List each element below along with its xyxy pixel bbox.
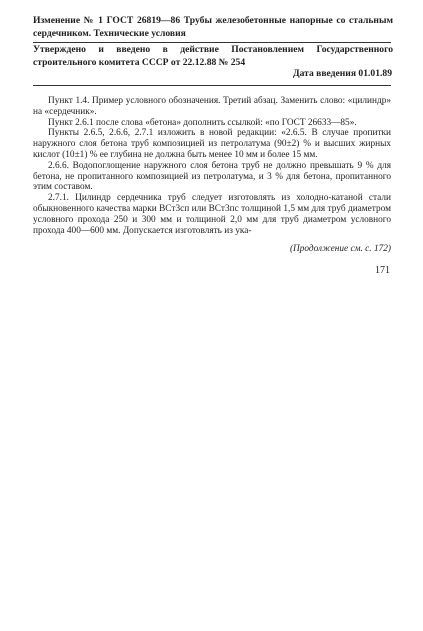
date-divider <box>33 85 391 86</box>
amendment-title: Изменение № 1 ГОСТ 26819—86 Трубы железобетонные напорные со стальным сердечником. Технические условия <box>33 15 393 39</box>
continuation-note: (Продолжение см. с. 172) <box>289 244 391 254</box>
page-number: 171 <box>375 265 390 276</box>
paragraph: Пункт 2.6.1 после слова «бетона» дополнить ссылкой: «по ГОСТ 26633—85». <box>48 117 357 128</box>
paragraph: 2.6.6. Водопоглощение наружного слоя бетона труб не должно превышать 9 % для бетона, не пропитанного композицией из петролатума, и 3 % для бетона, пропитанного этим составом. <box>33 160 391 193</box>
paragraph: Пункт 1.4. Пример условного обозначения. Третий абзац. Заменить слово: «цилиндр» на «сердечник». <box>33 96 391 117</box>
paragraph: 2.7.1. Цилиндр сердечника труб следует изготовлять из холодно-катаной стали обыкновенного качества марки ВСт3сп или ВСт3пс толщиной 1,5 мм для труб диаметром условного прохода 250 и 300 мм и толщиной 2,0 мм для труб диаметром условного прохода 400—600 мм. Допускается изготовлять из ука- <box>33 193 391 236</box>
amendment-body <box>33 96 391 236</box>
effective-date: Дата введения 01.01.89 <box>292 68 392 79</box>
header-divider <box>33 42 391 43</box>
approval-statement: Утверждено и введено в действие Постановлением Государственного строительного комитета СССР от 22.12.88 № 254 <box>33 44 393 68</box>
paragraph: Пункты 2.6.5, 2.6.6, 2.7.1 изложить в новой редакции: «2.6.5. В случае пропитки наружного слоя бетона труб композицией из петролатума (90±2) % и высших жирных кислот (10±1) % ее глубина не должна быть менее 10 мм и более 15 мм. <box>33 128 391 160</box>
